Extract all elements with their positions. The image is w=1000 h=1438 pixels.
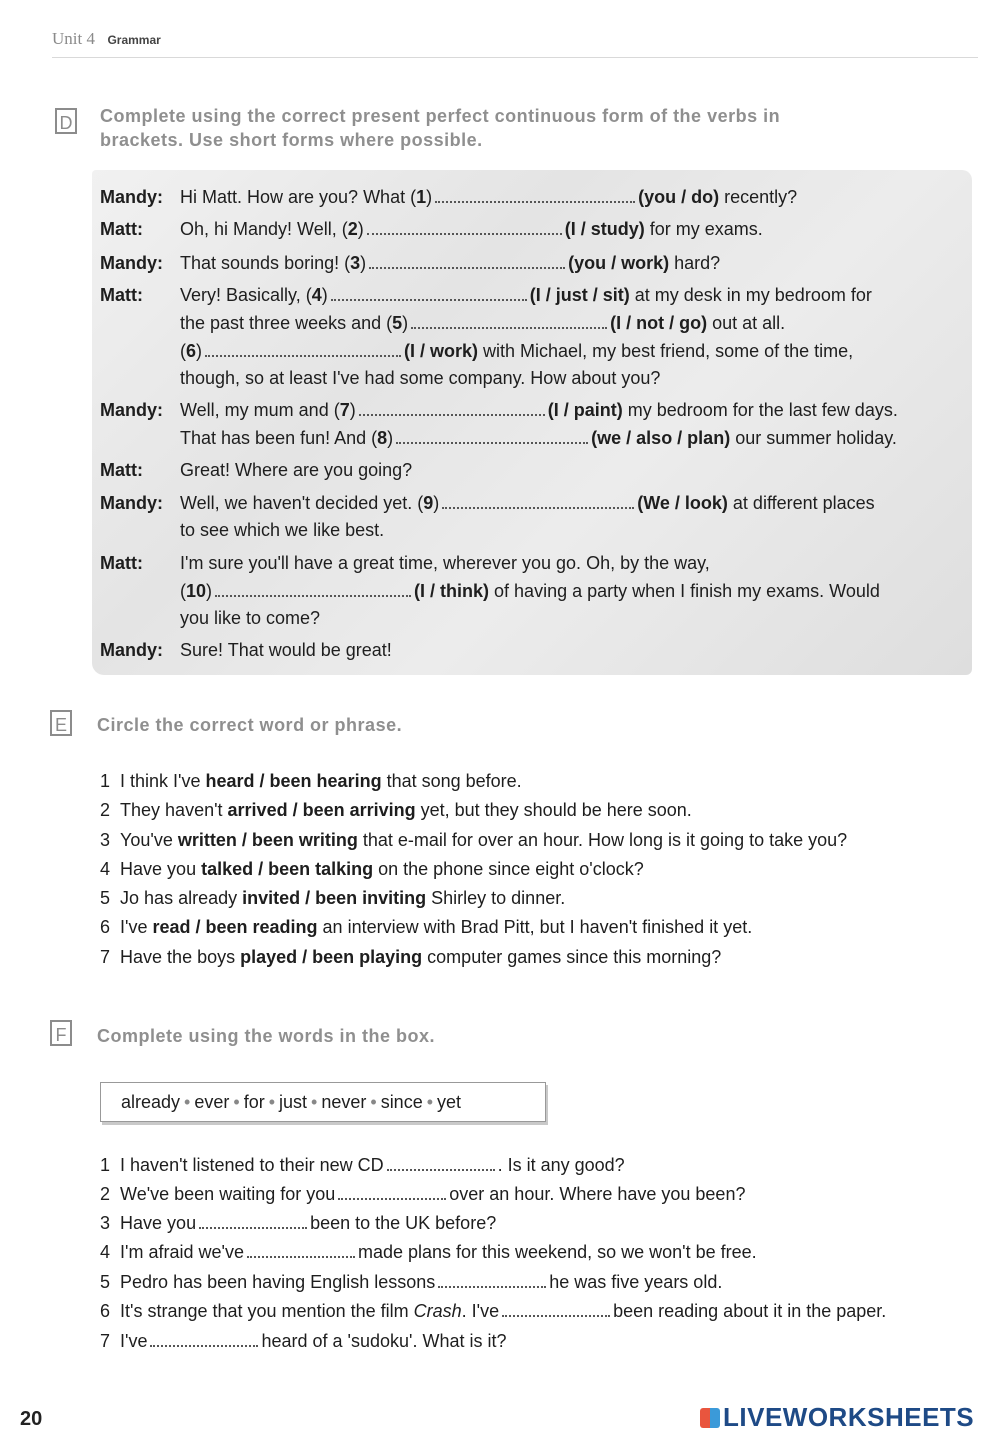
list-item: 2 We've been waiting for you over an hour. Where have you been? (100, 1184, 746, 1204)
dialogue-line: Well, my mum and (7) (I / paint) my bedroom for the last few days. (180, 400, 898, 420)
dialogue-line: Oh, hi Mandy! Well, (2) (I / study) for my exams. (180, 219, 763, 239)
word: yet (437, 1092, 462, 1112)
list-item: 2 They haven't arrived / been arriving yet, but they should be here soon. (100, 800, 692, 820)
brand-icon (700, 1408, 720, 1428)
choice-option[interactable]: played / been playing (240, 947, 423, 967)
word: never (321, 1092, 367, 1112)
dialogue-line: you like to come? (180, 608, 321, 628)
choice-option[interactable]: arrived / been arriving (227, 800, 416, 820)
answer-blank-1[interactable] (435, 187, 635, 203)
word-box: already • ever • for • just • never • since • yet (100, 1082, 546, 1122)
section-e-title: Circle the correct word or phrase. (97, 715, 403, 735)
word: just (279, 1092, 308, 1112)
speaker-mandy: Mandy: (100, 640, 163, 660)
dialogue-line: (10) (I / think) of having a party when I finish my exams. Would (180, 581, 880, 601)
answer-blank-2[interactable] (367, 219, 562, 235)
word: since (380, 1092, 423, 1112)
page-header (52, 29, 978, 58)
section-d-letter: D (55, 108, 77, 134)
speaker-mandy: Mandy: (100, 253, 163, 273)
list-item: 3 Have you been to the UK before? (100, 1213, 497, 1233)
section-d-title-1: Complete using the correct present perfect continuous form of the verbs in (100, 106, 781, 126)
word: ever (194, 1092, 230, 1112)
choice-option[interactable]: written / been writing (177, 830, 358, 850)
answer-blank-10[interactable] (215, 581, 411, 597)
answer-blank[interactable] (338, 1184, 446, 1200)
dialogue-line: I'm sure you'll have a great time, wherever you go. Oh, by the way, (180, 553, 710, 573)
answer-blank[interactable] (502, 1301, 610, 1317)
answer-blank-6[interactable] (205, 341, 401, 357)
list-item: 5 Jo has already invited / been inviting Shirley to dinner. (100, 888, 566, 908)
answer-blank[interactable] (387, 1155, 495, 1171)
page-number: 20 (20, 1408, 43, 1430)
section-f-letter: F (50, 1020, 72, 1046)
dialogue-line: That has been fun! And (8) (we / also / plan) our summer holiday. (180, 428, 897, 448)
choice-option[interactable]: heard / been hearing (205, 771, 382, 791)
dialogue-line: Sure! That would be great! (180, 640, 392, 660)
dialogue-line: Well, we haven't decided yet. (9) (We / look) at different places (180, 493, 875, 513)
list-item: 1 I haven't listened to their new CD . Is it any good? (100, 1155, 625, 1175)
list-item: 7 Have the boys played / been playing computer games since this morning? (100, 947, 722, 967)
answer-blank-7[interactable] (359, 400, 545, 416)
section-d-title-2: brackets. Use short forms where possible. (100, 130, 483, 150)
dialogue-line: That sounds boring! (3) (you / work) hard? (180, 253, 721, 273)
answer-blank[interactable] (247, 1242, 355, 1258)
answer-blank[interactable] (150, 1331, 258, 1347)
answer-blank-4[interactable] (331, 285, 527, 301)
speaker-matt: Matt: (100, 285, 143, 305)
answer-blank[interactable] (199, 1213, 307, 1229)
dialogue-line: Hi Matt. How are you? What (1) (you / do) recently? (180, 187, 798, 207)
section-f-title: Complete using the words in the box. (97, 1026, 436, 1046)
list-item: 6 It's strange that you mention the film Crash. I've been reading about it in the paper. (100, 1301, 887, 1321)
answer-blank-5[interactable] (411, 313, 607, 329)
answer-blank-3[interactable] (369, 253, 565, 269)
answer-blank-9[interactable] (442, 493, 634, 509)
speaker-mandy: Mandy: (100, 400, 163, 420)
unit-label: Unit 4 (52, 29, 95, 48)
list-item: 5 Pedro has been having English lessons he was five years old. (100, 1272, 723, 1292)
section-e-letter: E (50, 710, 72, 736)
choice-option[interactable]: read / been reading (152, 917, 318, 937)
list-item: 4 Have you talked / been talking on the phone since eight o'clock? (100, 859, 644, 879)
brand-logo: LIVEWORKSHEETS (700, 1402, 974, 1433)
choice-option[interactable]: invited / been inviting (242, 888, 427, 908)
dialogue-line: to see which we like best. (180, 520, 385, 540)
dialogue-line: Very! Basically, (4) (I / just / sit) at my desk in my bedroom for (180, 285, 872, 305)
speaker-matt: Matt: (100, 219, 143, 239)
word: for (243, 1092, 265, 1112)
list-item: 4 I'm afraid we've made plans for this weekend, so we won't be free. (100, 1242, 757, 1262)
dialogue-line: the past three weeks and (5) (I / not / go) out at all. (180, 313, 786, 333)
dialogue-line: (6) (I / work) with Michael, my best friend, some of the time, (180, 341, 854, 361)
speaker-mandy: Mandy: (100, 187, 163, 207)
answer-blank[interactable] (438, 1272, 546, 1288)
speaker-matt: Matt: (100, 553, 143, 573)
category-label: Grammar (107, 33, 161, 47)
dialogue-line: though, so at least I've had some company. How about you? (180, 368, 661, 388)
dialogue-line: Great! Where are you going? (180, 460, 413, 480)
speaker-mandy: Mandy: (100, 493, 163, 513)
list-item: 7 I've heard of a 'sudoku'. What is it? (100, 1331, 507, 1351)
answer-blank-8[interactable] (396, 428, 588, 444)
word: already (121, 1092, 181, 1112)
list-item: 3 You've written / been writing that e-mail for over an hour. How long is it going to take you? (100, 830, 848, 850)
speaker-matt: Matt: (100, 460, 143, 480)
list-item: 6 I've read / been reading an interview with Brad Pitt, but I haven't finished it yet. (100, 917, 753, 937)
choice-option[interactable]: talked / been talking (201, 859, 374, 879)
list-item: 1 I think I've heard / been hearing that song before. (100, 771, 522, 791)
